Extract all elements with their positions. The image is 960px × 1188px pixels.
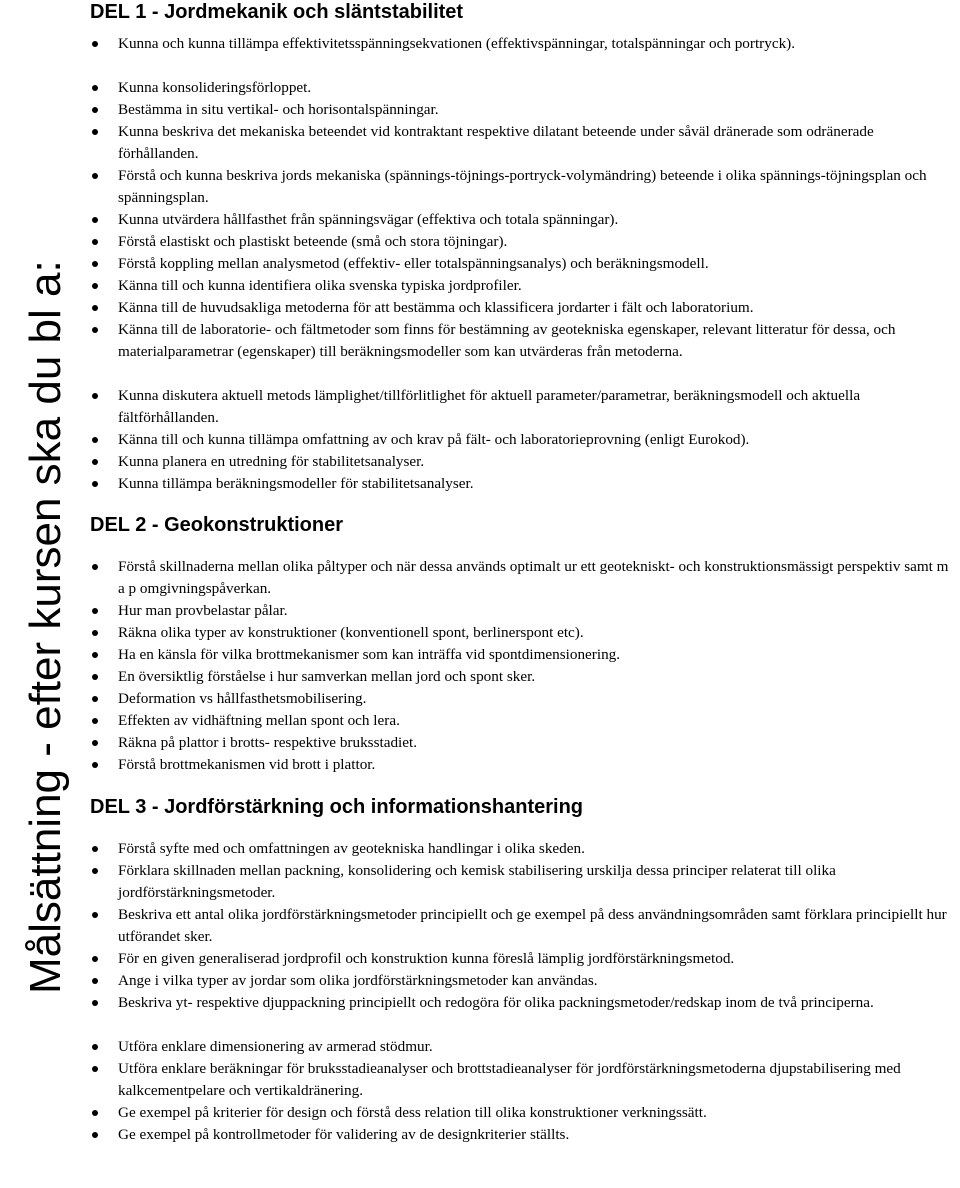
section-list-del3 (90, 838, 958, 1146)
list-item: Utföra enklare dimensionering av armerad stödmur. (90, 1036, 958, 1058)
list-item: Förstå koppling mellan analysmetod (effektiv- eller totalspänningsanalys) och beräkningsmodell. (90, 253, 958, 275)
list-item: En översiktlig förståelse i hur samverkan mellan jord och spont sker. (90, 666, 958, 688)
section-list-del1 (90, 33, 958, 495)
section-heading-del1: DEL 1 - Jordmekanik och släntstabilitet (90, 1, 464, 23)
list-item: Kunna utvärdera hållfasthet från spänningsvägar (effektiva och totala spänningar). (90, 209, 958, 231)
section-heading-del2: DEL 2 - Geokonstruktioner (90, 514, 344, 536)
list-item: Effekten av vidhäftning mellan spont och lera. (90, 710, 958, 732)
list-item: För en given generaliserad jordprofil och konstruktion kunna föreslå lämplig jordförstärkningsmetod. (90, 948, 958, 970)
list-item: Utföra enklare beräkningar för bruksstadieanalyser och brottstadieanalyser för jordförstärkningsmetoderna djupstabilisering med kalkcementpelare och vertikaldränering. (90, 1058, 958, 1102)
list-item: Ange i vilka typer av jordar som olika jordförstärkningsmetoder kan användas. (90, 970, 958, 992)
list-item: Känna till de laboratorie- och fältmetoder som finns för bestämning av geotekniska egenskaper, relevant litteratur för dessa, och materialparametrar (egenskaper) till beräkningsmodeller som kan utvärderas från metoderna. (90, 319, 958, 385)
list-item: Förstå skillnaderna mellan olika påltyper och när dessa används optimalt ur ett geotekniskt- och konstruktionsmässigt perspektiv samt m a p omgivningspåverkan. (90, 556, 958, 600)
list-item: Ge exempel på kriterier för design och förstå dess relation till olika konstruktioner verkningssätt. (90, 1102, 958, 1124)
list-item: Bestämma in situ vertikal- och horisontalspänningar. (90, 99, 958, 121)
list-item: Förstå och kunna beskriva jords mekaniska (spännings-töjnings-portryck-volymändring) beteende i olika spännings-töjningsplan och spänningsplan. (90, 165, 958, 209)
list-item: Kunna konsolideringsförloppet. (90, 77, 958, 99)
list-item: Känna till och kunna tillämpa omfattning av och krav på fält- och laboratorieprovning (enligt Eurokod). (90, 429, 958, 451)
list-item: Kunna tillämpa beräkningsmodeller för stabilitetsanalyser. (90, 473, 958, 495)
list-item: Kunna beskriva det mekaniska beteendet vid kontraktant respektive dilatant beteende under såväl dränerade som odränerade förhållanden. (90, 121, 958, 165)
list-item: Beskriva ett antal olika jordförstärkningsmetoder principiellt och ge exempel på dess användningsområden samt förklara principiellt hur utförandet sker. (90, 904, 958, 948)
list-item: Hur man provbelastar pålar. (90, 600, 958, 622)
list-item: Kunna planera en utredning för stabilitetsanalyser. (90, 451, 958, 473)
side-title (17, 0, 75, 1188)
list-item: Beskriva yt- respektive djuppackning principiellt och redogöra för olika packningsmetoder/redskap inom de två principerna. (90, 992, 958, 1036)
list-item: Ha en känsla för vilka brottmekanismer som kan inträffa vid spontdimensionering. (90, 644, 958, 666)
list-item: Förstå brottmekanismen vid brott i plattor. (90, 754, 958, 776)
side-title-text: Målsättning - efter kursen ska du bl a: (21, 260, 70, 994)
document-content (90, 0, 958, 1146)
section-heading-del3: DEL 3 - Jordförstärkning och informationshantering (90, 796, 584, 818)
section-list-del2 (90, 556, 958, 776)
list-item: Räkna på plattor i brotts- respektive bruksstadiet. (90, 732, 958, 754)
list-item: Förstå elastiskt och plastiskt beteende (små och stora töjningar). (90, 231, 958, 253)
list-item: Känna till de huvudsakliga metoderna för att bestämma och klassificera jordarter i fält och laboratorium. (90, 297, 958, 319)
list-item: Känna till och kunna identifiera olika svenska typiska jordprofiler. (90, 275, 958, 297)
list-item: Deformation vs hållfasthetsmobilisering. (90, 688, 958, 710)
list-item: Räkna olika typer av konstruktioner (konventionell spont, berlinerspont etc). (90, 622, 958, 644)
list-item: Kunna och kunna tillämpa effektivitetsspänningsekvationen (effektivspänningar, totalspänningar och portryck). (90, 33, 958, 77)
list-item: Ge exempel på kontrollmetoder för validering av de designkriterier ställts. (90, 1124, 958, 1146)
list-item: Förklara skillnaden mellan packning, konsolidering och kemisk stabilisering urskilja dessa principer relaterat till olika jordförstärkningsmetoder. (90, 860, 958, 904)
list-item: Kunna diskutera aktuell metods lämplighet/tillförlitlighet för aktuell parameter/parametrar, beräkningsmodell och aktuella fältförhållanden. (90, 385, 958, 429)
list-item: Förstå syfte med och omfattningen av geotekniska handlingar i olika skeden. (90, 838, 958, 860)
